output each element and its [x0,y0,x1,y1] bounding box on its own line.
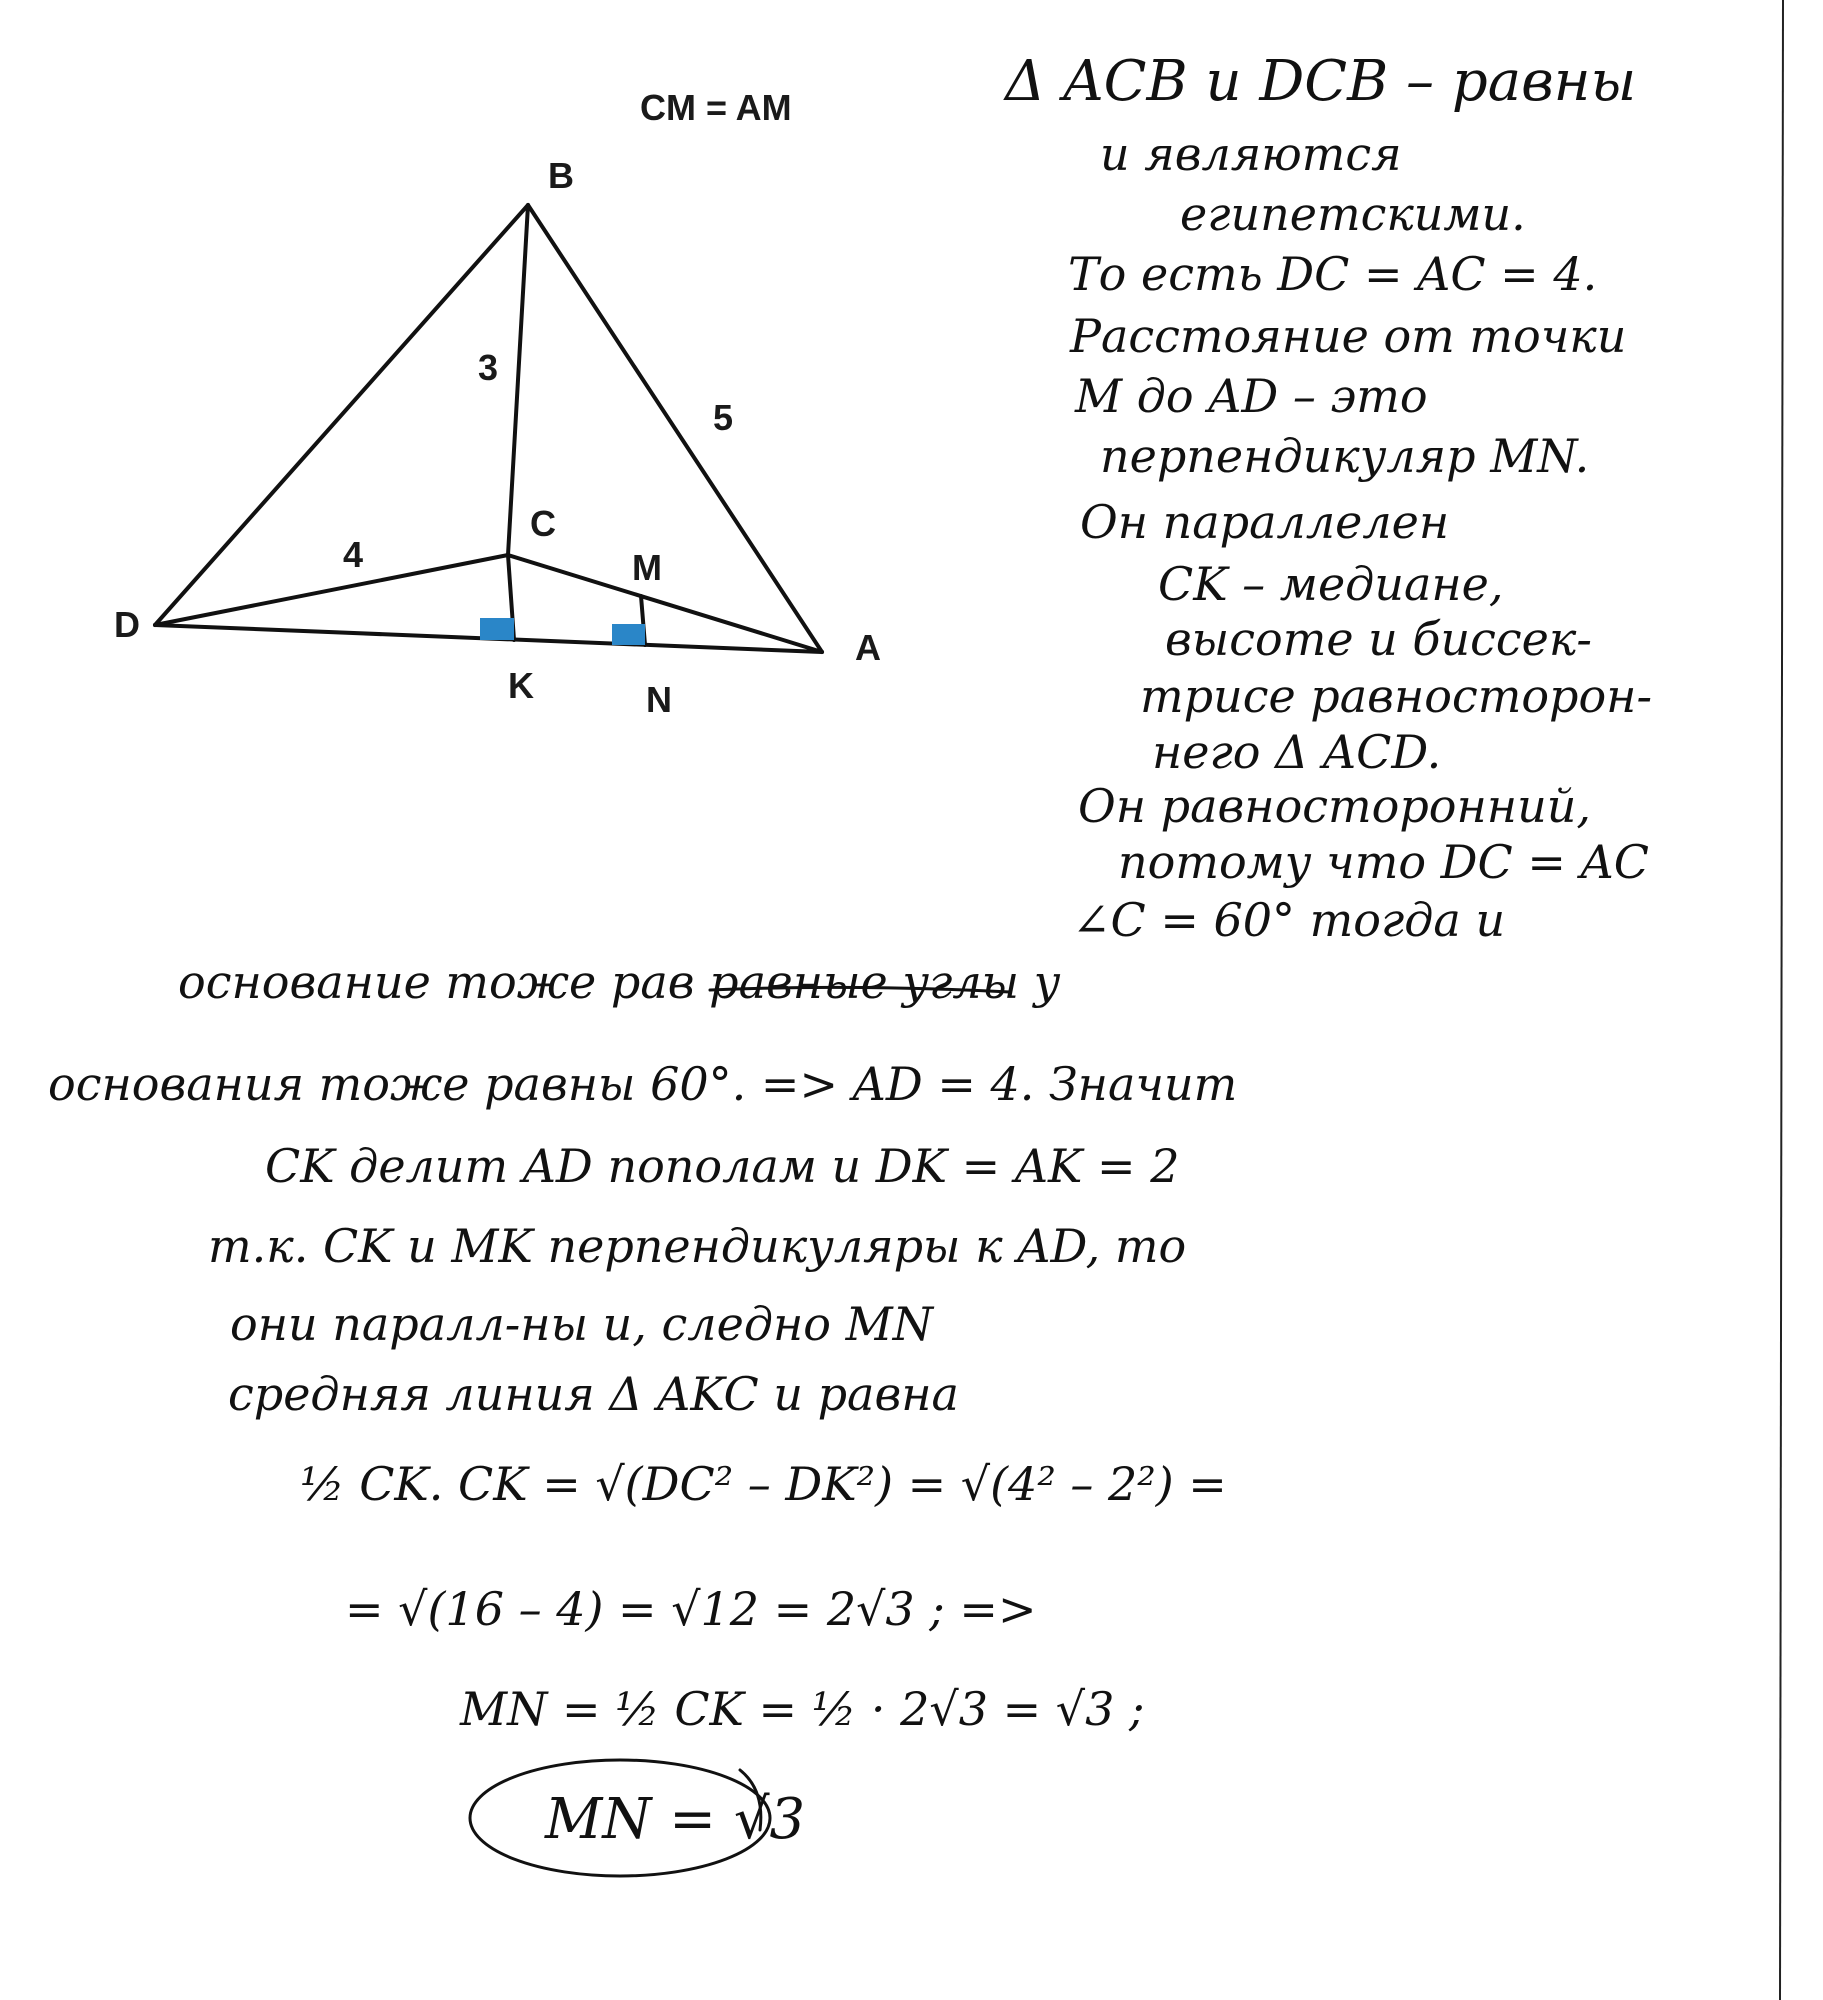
solution-line: перпендикуляр MN. [1100,429,1590,483]
length-ba-label: 5 [713,397,734,438]
solution-line: т.к. CK и MK перпендикуляры к AD, то [208,1219,1187,1273]
solution-line: потому что DC = AC [1118,835,1649,889]
point-c-label: C [530,503,556,544]
final-answer [470,1760,805,1876]
solution-line: Δ ACB и DCB – равны [1005,49,1637,114]
solution-line: основания тоже равны 60°. => AD = 4. Значит [48,1057,1238,1111]
segment-ca [508,555,822,652]
point-m-label: M [632,547,662,588]
right-angle-marker-n [612,624,645,645]
solution-line: MN = ½ CK = ½ · 2√3 = √3 ; [460,1682,1145,1736]
solution-right-column [1003,49,1652,947]
solution-line: CK – медиане, [1158,557,1504,611]
point-b-label: B [548,155,574,196]
point-d-label: D [114,604,140,645]
page-edge [1780,0,1783,2000]
solution-line: ½ CK. CK = √(DC² – DK²) = √(4² – 2²) = [300,1457,1227,1511]
point-k-label: K [508,665,534,706]
solution-line: = √(16 – 4) = √12 = 2√3 ; => [345,1582,1037,1636]
condition-text: CM = AM [640,87,792,128]
solution-line: египетскими. [1180,187,1526,241]
length-dc-label: 4 [343,534,364,575]
solution-line: они паралл-ны и, следно MN [230,1297,933,1351]
answer-text: MN = √3 [545,1787,806,1852]
solution-line: основание тоже рав равные углы у [178,955,1061,1009]
right-angle-marker-k [480,618,514,640]
point-n-label: N [646,679,672,720]
length-bc-label: 3 [478,347,499,388]
solution-line: CK делит AD пополам и DK = AK = 2 [265,1139,1180,1193]
segment-bc [508,205,528,555]
solution-line: и являются [1100,127,1402,181]
solution-full-width [48,955,1237,1736]
point-a-label: A [855,627,881,668]
solution-line: Он параллелен [1080,495,1450,549]
solution-line: него Δ ACD. [1152,725,1442,779]
solution-line: высоте и биссек- [1165,612,1592,666]
solution-line: Он равносторонний, [1078,779,1591,833]
segment-ba [528,205,822,652]
solution-line: ∠C = 60° тогда и [1072,893,1506,947]
triangle-diagram [114,87,881,720]
solution-line: Расстояние от точки [1070,309,1627,363]
solution-line: трисе равносторон- [1140,669,1652,723]
solution-line: средняя линия Δ AKC и равна [228,1367,959,1421]
solution-line: M до AD – это [1075,369,1428,423]
solution-line: То есть DC = AC = 4. [1068,247,1598,301]
